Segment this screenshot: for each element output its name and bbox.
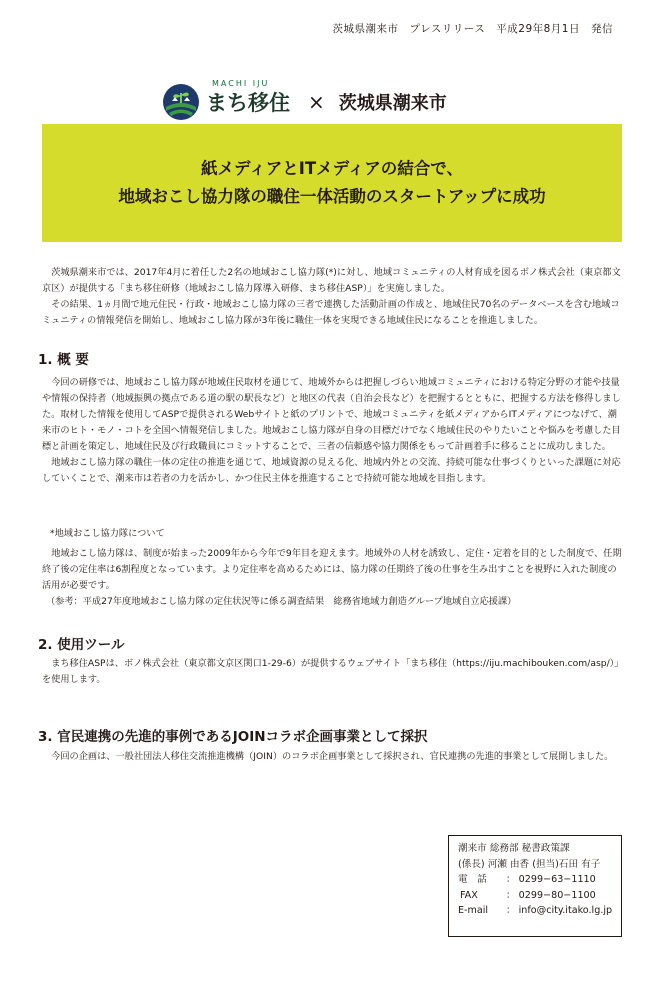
contact-department: 潮来市 総務部 秘書政策課 — [458, 843, 570, 854]
section1-paragraph-1: 今回の研修では、地域おこし協力隊が地域住民取材を通じて、地域外からは把握しづらい地域コミュニティにおける特定分野の才能や技量や情報の保持者（地域振興の拠点である道の駅の駅長など）と地区の代表（自治会長など）を把握するとともに、把握する方法を修得しました。取材した情報を使用してASPで提供されるWebサイトと紙のプリントで、地域コミュニティを紙メディアからITメディアにつなげて、潮来市のヒト・モノ・コトを全国へ情報発信しました。地域おこし協力隊が自身の目標だけでなく地域住民のやりたいことや悩みを考慮した目標と計画を策定し、地域住民及び行政職員にコミットすることで、三者の信頼感や協力関係をもって計画着手に移ることに成功しました。 — [42, 377, 621, 452]
note-section — [42, 546, 622, 610]
section2-paragraph: まち移住ASPは、ボノ株式会社（東京都文京区関口1-29-6）が提供するウェブサイト「まち移住（https://iju.machibouken.com/asp/）」を使用します。 — [42, 658, 619, 685]
logo-wordmark: まち移住 — [206, 91, 290, 115]
note-title: *地域おこし協力隊について — [50, 528, 165, 539]
contact-tel: ： 0299−63−1110 — [506, 874, 596, 885]
contact-box — [448, 835, 622, 937]
section2-heading: 2. 使用ツール — [38, 637, 125, 653]
note-body: 地域おこし協力隊は、制度が始まった2009年から今年で9年目を迎えます。地域外の人材を誘致し、定住・定着を目的とした制度で、任期終了後の定住率は6割程度となっています。より定住率を高めるためには、協力隊の任期終了後の仕事を生み出すことを視野に入れた制度の活用が必要です。 — [42, 548, 622, 591]
banner-title-line1: 紙メディアとITメディアの結合で、 — [201, 159, 463, 178]
release-header: 茨城県潮来市 プレスリリース 平成29年8月1日 発信 — [332, 23, 613, 35]
contact-email-row — [458, 903, 621, 919]
contact-email-label: E-mail — [458, 905, 489, 916]
banner-title-line2: 地域おこし協力隊の職住一体活動のスタートアップに成功 — [118, 187, 546, 206]
section3-heading: 3. 官民連携の先進的事例であるJOINコラボ企画事業として採択 — [38, 729, 428, 745]
sprout-town-logo-icon — [162, 83, 200, 121]
title-banner — [42, 124, 622, 242]
section3-body — [42, 749, 622, 765]
section1-paragraph-2: 地域おこし協力隊の職住一体の定住の推進を通じて、地域資源の見える化、地域内外との交流、持続可能な仕事づくりといった課題に対応していくことで、潮来市は若者の力を活かし、かつ住民主体を推進することで持続可能な地域を目指します。 — [42, 457, 621, 484]
city-name: 茨城県潮来市 — [338, 93, 447, 114]
intro-paragraph-1: 茨城県潮来市では、2017年4月に着任した2名の地域おこし協力隊(*)に対し、地域コミュニティの人材育成を図るボノ株式会社（東京都文京区）が提供する「まち移住研修（地域おこし協力隊導入研修、まち移住ASP）」を実施しました。 — [42, 267, 621, 294]
note-reference: （参考：平成27年度地域おこし協力隊の定住状況等に係る調査結果 総務省地域力創造グループ地域自立応援課） — [46, 596, 517, 607]
contact-tel-row — [458, 872, 621, 888]
contact-fax-label: FAX — [460, 889, 478, 901]
logo-row — [162, 79, 447, 122]
logo-subtext: MACHI IJU — [212, 79, 270, 88]
contact-email: ： info@city.itako.lg.jp — [506, 905, 613, 916]
contact-fax-row — [458, 888, 621, 904]
contact-tel-label: 電 話 — [458, 874, 487, 885]
intro-paragraph-2: その結果、1ヵ月間で地元住民・行政・地域おこし協力隊の三者で連携した活動計画の作成と、地域住民70名のデータベースを含む地域コミュニティの情報発信を開始し、地域おこし協力隊が3年後に職住一体を実現できる地域住民になることを推進しました。 — [42, 299, 620, 326]
section2-body — [42, 656, 622, 688]
intro-section — [42, 265, 622, 329]
section1-heading: 1. 概 要 — [38, 352, 89, 368]
contact-fax: ： 0299−80−1100 — [506, 889, 596, 901]
section1-body — [42, 375, 622, 487]
contact-person: (係長) 河瀬 由香 (担当)石田 有子 — [458, 858, 601, 870]
section3-paragraph: 今回の企画は、一般社団法人移住交流推進機構（JOIN）のコラボ企画事業として採択され、官民連携の先進的事業として展開しました。 — [51, 751, 614, 762]
collab-cross: × — [308, 90, 325, 114]
